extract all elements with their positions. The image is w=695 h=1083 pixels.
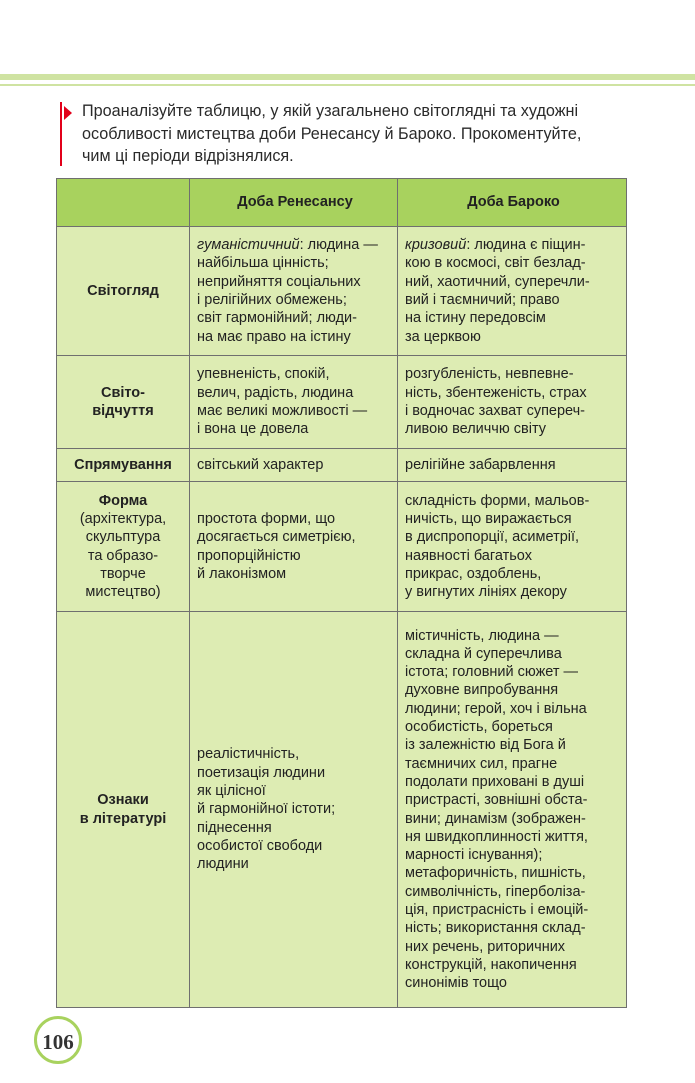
row-label-literature: Ознаки в літературі [57, 612, 190, 1008]
cell-baroque-worldfeeling: розгубленість, невпевне- ність, збентеженість, страх і водночас захват супереч- ливою величчю світу [398, 356, 627, 449]
table-row-worldview [57, 227, 627, 356]
comparison-table [56, 178, 627, 1008]
cell-renaissance-form: простота форми, що досягається симетрією, пропорційністю й лаконізмом [190, 482, 398, 612]
cell-baroque-worldview: кризовий: людина є піщин- кою в космосі, світ безлад- ний, хаотичний, суперечли- вий і таємничий; право на істину передовсім за церквою [398, 227, 627, 356]
table-header-row [57, 179, 627, 227]
row-label-worldview: Світогляд [57, 227, 190, 356]
top-decorative-rule [0, 74, 695, 80]
cell-renaissance-worldview: гуманістичний: людина — найбільша цінність; неприйняття соціальних і релігійних обмежень; світ гармонійний; люди- на має право на істину [190, 227, 398, 356]
task-line: чим ці періоди відрізнялися. [82, 147, 294, 165]
task-arrow-icon [64, 106, 72, 120]
cell-renaissance-worldfeeling: упевненість, спокій, велич, радість, людина має великі можливості — і вона це довела [190, 356, 398, 449]
table-row-form [57, 482, 627, 612]
task-line: особливості мистецтва доби Ренесансу й Бароко. Прокоментуйте, [82, 124, 582, 143]
cell-baroque-orientation: релігійне забарвлення [398, 449, 627, 482]
task-line: Проаналізуйте таблицю, у якій узагальнено світоглядні та художні [82, 102, 579, 120]
row-label-form: Форма (архітектура, скульптура та образо- творче мистецтво) [57, 482, 190, 612]
cell-baroque-form: складність форми, мальов- ничість, що виражається в диспропорції, асиметрії, наявності багатьох прикрас, оздоблень, у вигнутих лініях декору [398, 482, 627, 612]
page-number-badge [34, 1016, 82, 1064]
row-label-worldfeeling: Світо- відчуття [57, 356, 190, 449]
top-decorative-rule-thin [0, 84, 695, 86]
page-number: 106 [42, 1030, 74, 1054]
cell-renaissance-literature: реалістичність, поетизація людини як цілісної й гармонійної істоти; піднесення особистої свободи людини [190, 612, 398, 1008]
task-marker-bar [60, 102, 62, 166]
table-row-worldfeeling [57, 356, 627, 449]
header-empty-cell [57, 179, 190, 227]
cell-renaissance-orientation: світський характер [190, 449, 398, 482]
row-label-orientation: Спрямування [57, 449, 190, 482]
table-row-orientation [57, 449, 627, 482]
header-baroque: Доба Бароко [398, 179, 627, 227]
table-row-literature [57, 612, 627, 1008]
task-text [82, 100, 642, 168]
cell-baroque-literature: містичність, людина — складна й суперечлива істота; головний сюжет — духовне випробування людини; герой, хоч і вільна особистість, бореться із залежністю від Бога й таємничих сил, прагне подолати приховані в душі пристрасті, зовнішні обста- вини; динамізм (зображен- ня швидкоплинності життя, марності існування); метафоричність, пишність, символічність, гіперболіза- ція, пристрасність і емоцій- ність; використання склад- них речень, риторичних конструкцій, накопичення синонімів тощо [398, 612, 627, 1008]
header-renaissance: Доба Ренесансу [190, 179, 398, 227]
